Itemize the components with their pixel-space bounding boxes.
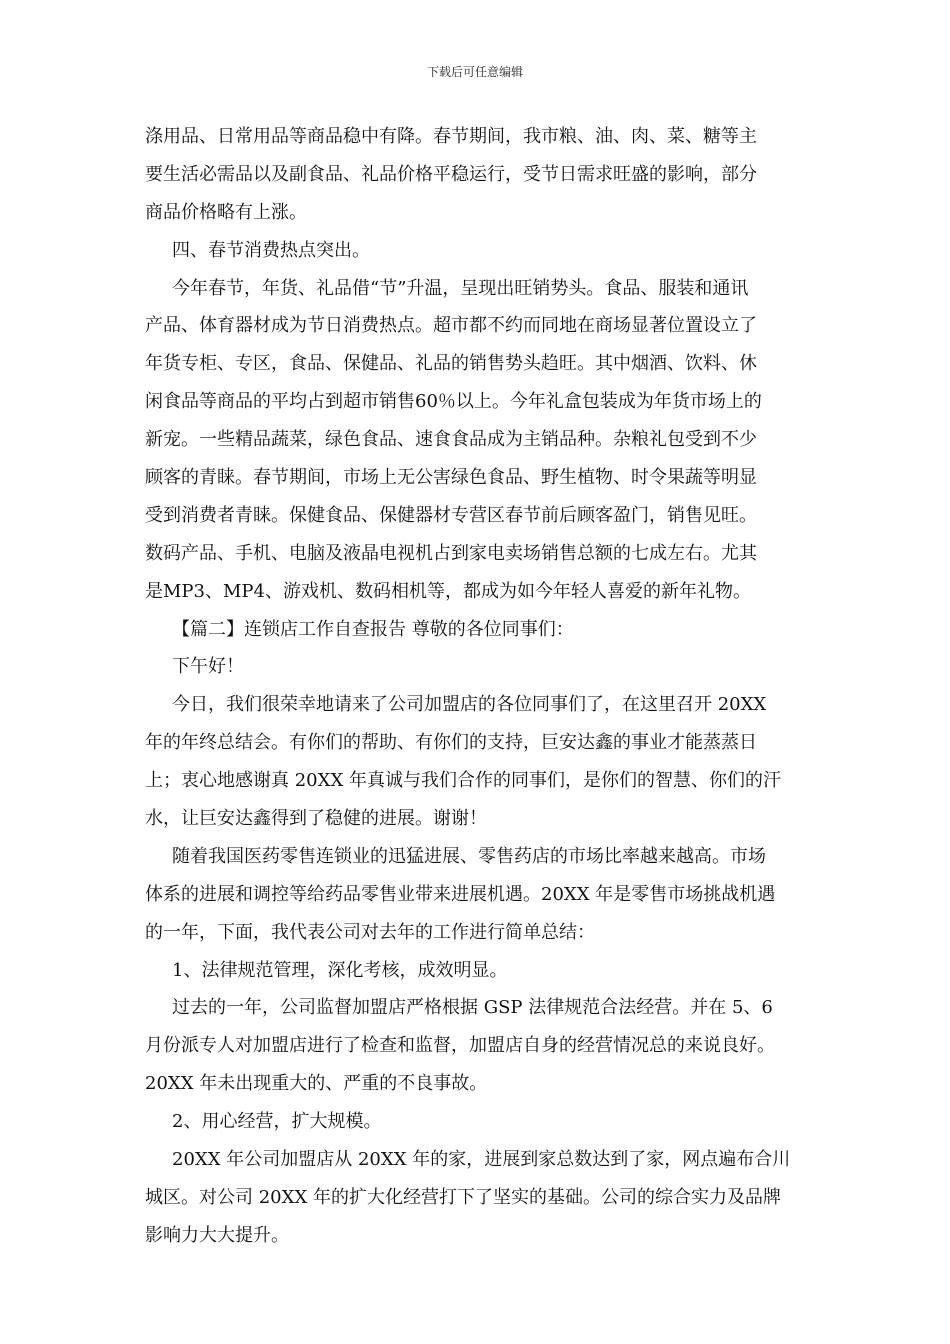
text-line: 水，让巨安达鑫得到了稳健的进展。谢谢！ [145,808,487,830]
text-line: 月份派专人对加盟店进行了检查和监督，加盟店自身的经营情况总的来说良好。 [145,1035,775,1057]
text-line: 四、春节消费热点突出。 [172,239,370,261]
text-line: 上；衷心地感谢真 20XX 年真诚与我们合作的同事们，是你们的智慧、你们的汗 [145,770,781,792]
text-line: 城区。对公司 20XX 年的扩大化经营打下了坚实的基础。公司的综合实力及品牌 [145,1186,781,1208]
text-line: 影响力大大提升。 [145,1224,289,1246]
text-line: 的一年，下面，我代表公司对去年的工作进行简单总结： [145,921,595,943]
text-line: 新宠。一些精品蔬菜，绿色食品、速食食品成为主销品种。杂粮礼包受到不少 [145,429,757,451]
text-line: 商品价格略有上涨。 [145,201,307,223]
text-line: 20XX 年未出现重大的、严重的不良事故。 [145,1073,488,1095]
text-line: 【篇二】连锁店工作自查报告 尊敬的各位同事们： [172,618,574,640]
text-line: 2、用心经营，扩大规模。 [172,1111,382,1133]
text-line: 年的年终总结会。有你们的帮助、有你们的支持，巨安达鑫的事业才能蒸蒸日 [145,732,757,754]
text-line: 涤用品、日常用品等商品稳中有降。春节期间，我市粮、油、肉、菜、糖等主 [145,126,757,147]
text-line: 过去的一年，公司监督加盟店严格根据 GSP 法律规范合法经营。并在 5、6 [172,997,773,1019]
text-line: 受到消费者青睐。保健食品、保健器材专营区春节前后顾客盈门，销售见旺。 [145,504,757,526]
text-line: 1、法律规范管理，深化考核，成效明显。 [172,959,508,981]
text-line: 今年春节，年货、礼品借“节”升温，呈现出旺销势头。食品、服装和通讯 [172,277,749,299]
page-header-note: 下载后可任意编辑 [426,65,523,79]
document-body [145,118,825,1255]
text-line: 今日，我们很荣幸地请来了公司加盟店的各位同事们了，在这里召开 20XX [172,694,767,716]
text-line: 下午好！ [172,656,244,678]
text-line: 数码产品、手机、电脑及液晶电视机占到家电卖场销售总额的七成左右。尤其 [145,542,757,564]
text-line: 年货专柜、专区，食品、保健品、礼品的销售势头趋旺。其中烟酒、饮料、休 [145,353,757,375]
text-line: 产品、体育器材成为节日消费热点。超市都不约而同地在商场显著位置设立了 [145,315,757,337]
text-line: 体系的进展和调控等给药品零售业带来进展机遇。20XX 年是零售市场挑战机遇 [145,883,776,905]
text-line: 20XX 年公司加盟店从 20XX 年的家，进展到家总数达到了家，网点遍布合川 [172,1149,791,1171]
text-line: 闲食品等商品的平均占到超市销售60％以上。今年礼盒包装成为年货市场上的 [145,391,762,413]
text-line: 随着我国医药零售连锁业的迅猛进展、零售药店的市场比率越来越高。市场 [172,845,766,867]
text-line: 顾客的青睐。春节期间，市场上无公害绿色食品、野生植物、时令果蔬等明显 [145,467,757,489]
text-line: 要生活必需品以及副食品、礼品价格平稳运行，受节日需求旺盛的影响，部分 [145,163,757,185]
text-line: 是MP3、MP4、游戏机、数码相机等，都成为如今年轻人喜爱的新年礼物。 [145,580,751,602]
